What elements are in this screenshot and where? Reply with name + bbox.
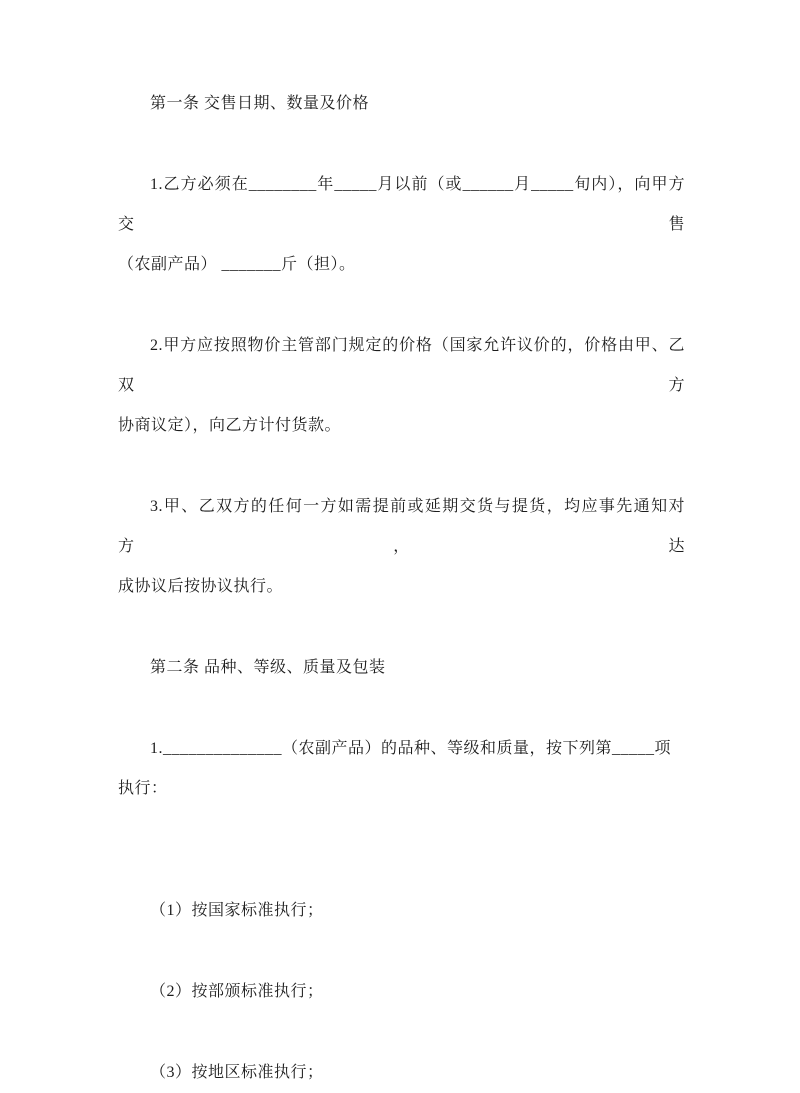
clause-1-3-line-1: 3.甲、乙双方的任何一方如需提前或延期交货与提货，均应事先通知对方，达: [118, 498, 685, 555]
clause-1-1-line-2: （农副产品） _______斤（担）。: [118, 256, 356, 273]
article-1-heading: 第一条 交售日期、数量及价格: [150, 95, 370, 112]
option-3-regional-standard: （3）按地区标准执行；: [150, 1064, 324, 1081]
clause-1-2-line-2: 协商议定），向乙方计付货款。: [118, 417, 342, 434]
option-1-national-standard: （1）按国家标准执行；: [150, 902, 324, 919]
clause-1-2-line-1: 2.甲方应按照物价主管部门规定的价格（国家允许议价的，价格由甲、乙双方: [118, 337, 685, 394]
clause-1-3-line-2: 成协议后按协议执行。: [118, 578, 284, 595]
clause-2-1: 1.______________（农副产品）的品种、等级和质量，按下列第_____项执行：: [118, 740, 672, 797]
clause-1-1-line-1: 1.乙方必须在________年_____月以前（或______月_____旬内），向甲方交售: [118, 176, 685, 233]
article-2-heading: 第二条 品种、等级、质量及包装: [150, 659, 386, 676]
option-2-ministry-standard: （2）按部颁标准执行；: [150, 983, 324, 1000]
